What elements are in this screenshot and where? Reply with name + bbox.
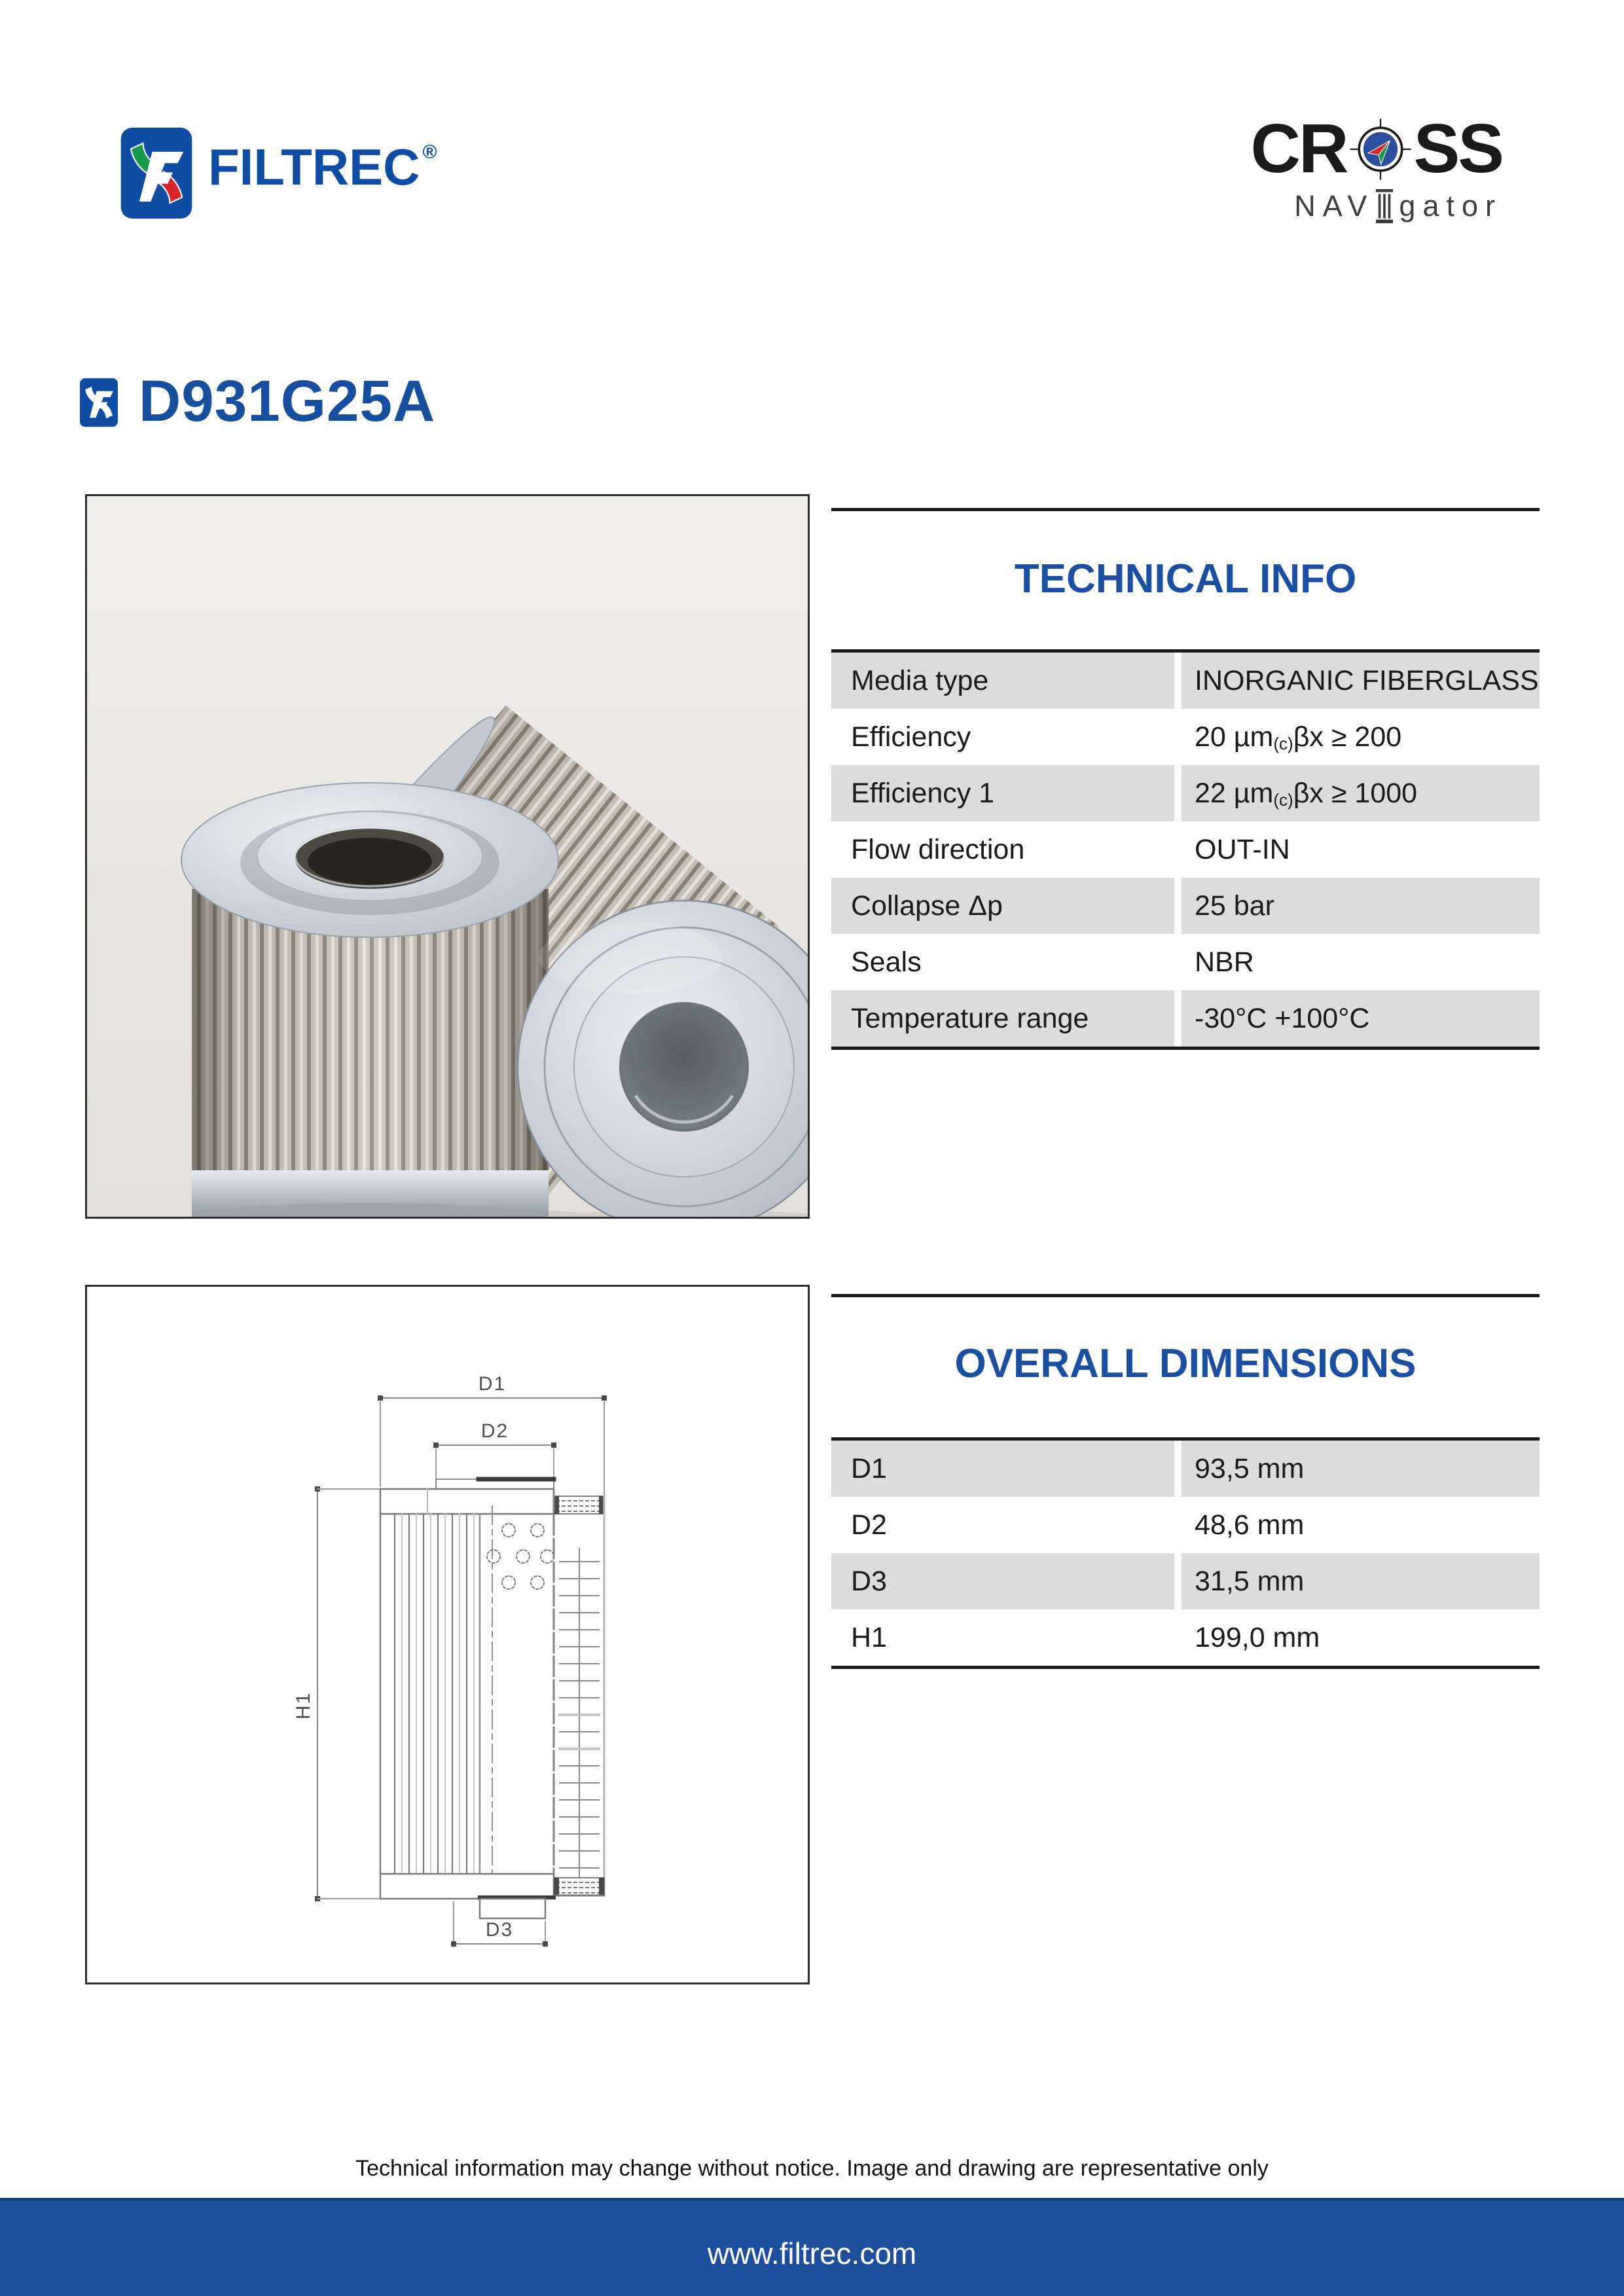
column-divider xyxy=(1174,990,1182,1047)
table-row xyxy=(831,1609,1540,1666)
table-row xyxy=(831,653,1540,709)
technical-drawing-illustration xyxy=(87,1287,808,1982)
row-label: Media type xyxy=(831,653,1174,709)
part-number-icon xyxy=(80,377,118,428)
row-value xyxy=(1182,821,1540,878)
navigator-text-left: NAV xyxy=(1294,189,1375,223)
value-text: 20 µm xyxy=(1195,721,1274,753)
column-divider xyxy=(1174,765,1182,821)
column-divider xyxy=(1174,821,1182,878)
website-link[interactable]: www.filtrec.com xyxy=(707,2236,917,2270)
value-text: 25 bar xyxy=(1195,889,1274,922)
column-divider xyxy=(1174,1441,1182,1497)
value-text: -30°C +100°C xyxy=(1195,1002,1370,1034)
row-value: 31,5 mm xyxy=(1182,1553,1540,1609)
row-label: D3 xyxy=(831,1553,1174,1609)
navigator-wordmark xyxy=(1250,188,1502,224)
row-label: Flow direction xyxy=(851,833,1025,865)
row-label: Collapse Δp xyxy=(831,878,1174,934)
cross-text-right: SS xyxy=(1413,110,1502,188)
value-subscript: (c) xyxy=(1273,733,1293,753)
table-row xyxy=(831,1553,1540,1609)
row-value xyxy=(1182,934,1540,990)
registered-mark: ® xyxy=(422,141,437,163)
row-value xyxy=(1182,709,1540,765)
row-label: Seals xyxy=(851,946,922,978)
table-row xyxy=(831,765,1540,821)
dimension-label-h1: H1 xyxy=(293,1691,314,1720)
technical-info-table xyxy=(831,649,1540,1050)
disclaimer-text: Technical information may change without notice. Image and drawing are representative only xyxy=(355,2156,1269,2181)
table-row xyxy=(831,1441,1540,1497)
row-label: D1 xyxy=(831,1441,1174,1497)
dimension-label-d2: D2 xyxy=(480,1420,509,1442)
column-divider xyxy=(1174,1553,1182,1609)
filtrec-wordmark xyxy=(208,122,435,224)
row-value: 93,5 mm xyxy=(1182,1441,1540,1497)
row-label: H1 xyxy=(851,1621,887,1653)
row-value xyxy=(1182,878,1540,934)
table-row xyxy=(831,878,1540,934)
column-divider xyxy=(1174,878,1182,934)
section-rule-bottom xyxy=(831,1294,1540,1297)
dimension-label-d3: D3 xyxy=(485,1919,514,1941)
column-divider xyxy=(1174,653,1182,709)
row-label: Efficiency 1 xyxy=(831,765,1174,821)
value-subscript: (c) xyxy=(1273,789,1293,810)
row-value xyxy=(1182,653,1540,709)
row-label: D2 xyxy=(851,1509,887,1541)
value-text: βx ≥ 1000 xyxy=(1293,777,1418,809)
row-value xyxy=(1182,990,1540,1047)
table-row xyxy=(831,990,1540,1047)
cross-wordmark xyxy=(1250,110,1502,188)
table-row xyxy=(831,1497,1540,1553)
upright-filter xyxy=(181,783,558,1217)
product-photo-illustration xyxy=(87,496,808,1217)
dimension-label-d1: D1 xyxy=(478,1373,507,1395)
section-rule-top xyxy=(831,508,1540,511)
footer-bar xyxy=(0,2198,1624,2296)
column-divider xyxy=(1174,934,1182,990)
row-label: Efficiency xyxy=(851,721,971,753)
value-text: NBR xyxy=(1195,946,1254,978)
lying-filter-endcap xyxy=(518,901,808,1217)
value-text: INORGANIC FIBERGLASS xyxy=(1195,664,1539,696)
overall-dimensions-table xyxy=(831,1437,1540,1669)
column-icon xyxy=(1375,188,1394,224)
cross-text-left: CR xyxy=(1250,110,1347,188)
page-title: D931G25A xyxy=(139,368,436,433)
row-value xyxy=(1182,765,1540,821)
column-divider xyxy=(1174,1609,1182,1666)
technical-info-heading: TECHNICAL INFO xyxy=(1014,556,1357,601)
table-row xyxy=(831,934,1540,990)
compass-icon xyxy=(1349,110,1412,188)
value-text: OUT-IN xyxy=(1195,833,1290,865)
row-value: 199,0 mm xyxy=(1195,1621,1320,1653)
row-label: Temperature range xyxy=(831,990,1174,1047)
table-row xyxy=(831,709,1540,765)
cross-navigator-logo xyxy=(1250,110,1502,224)
table-row xyxy=(831,821,1540,878)
brand-text: FILTREC xyxy=(208,138,420,196)
technical-drawing xyxy=(85,1285,810,1984)
overall-dimensions-heading: OVERALL DIMENSIONS xyxy=(954,1341,1416,1386)
column-divider xyxy=(1174,1497,1182,1553)
product-photo xyxy=(85,494,810,1219)
value-text: βx ≥ 200 xyxy=(1293,721,1402,753)
filtrec-logo xyxy=(117,122,435,224)
filtrec-mark-icon xyxy=(117,128,196,219)
column-divider xyxy=(1174,709,1182,765)
navigator-text-right: gator xyxy=(1399,189,1502,223)
row-value: 48,6 mm xyxy=(1195,1509,1305,1541)
value-text: 22 µm xyxy=(1195,777,1274,809)
